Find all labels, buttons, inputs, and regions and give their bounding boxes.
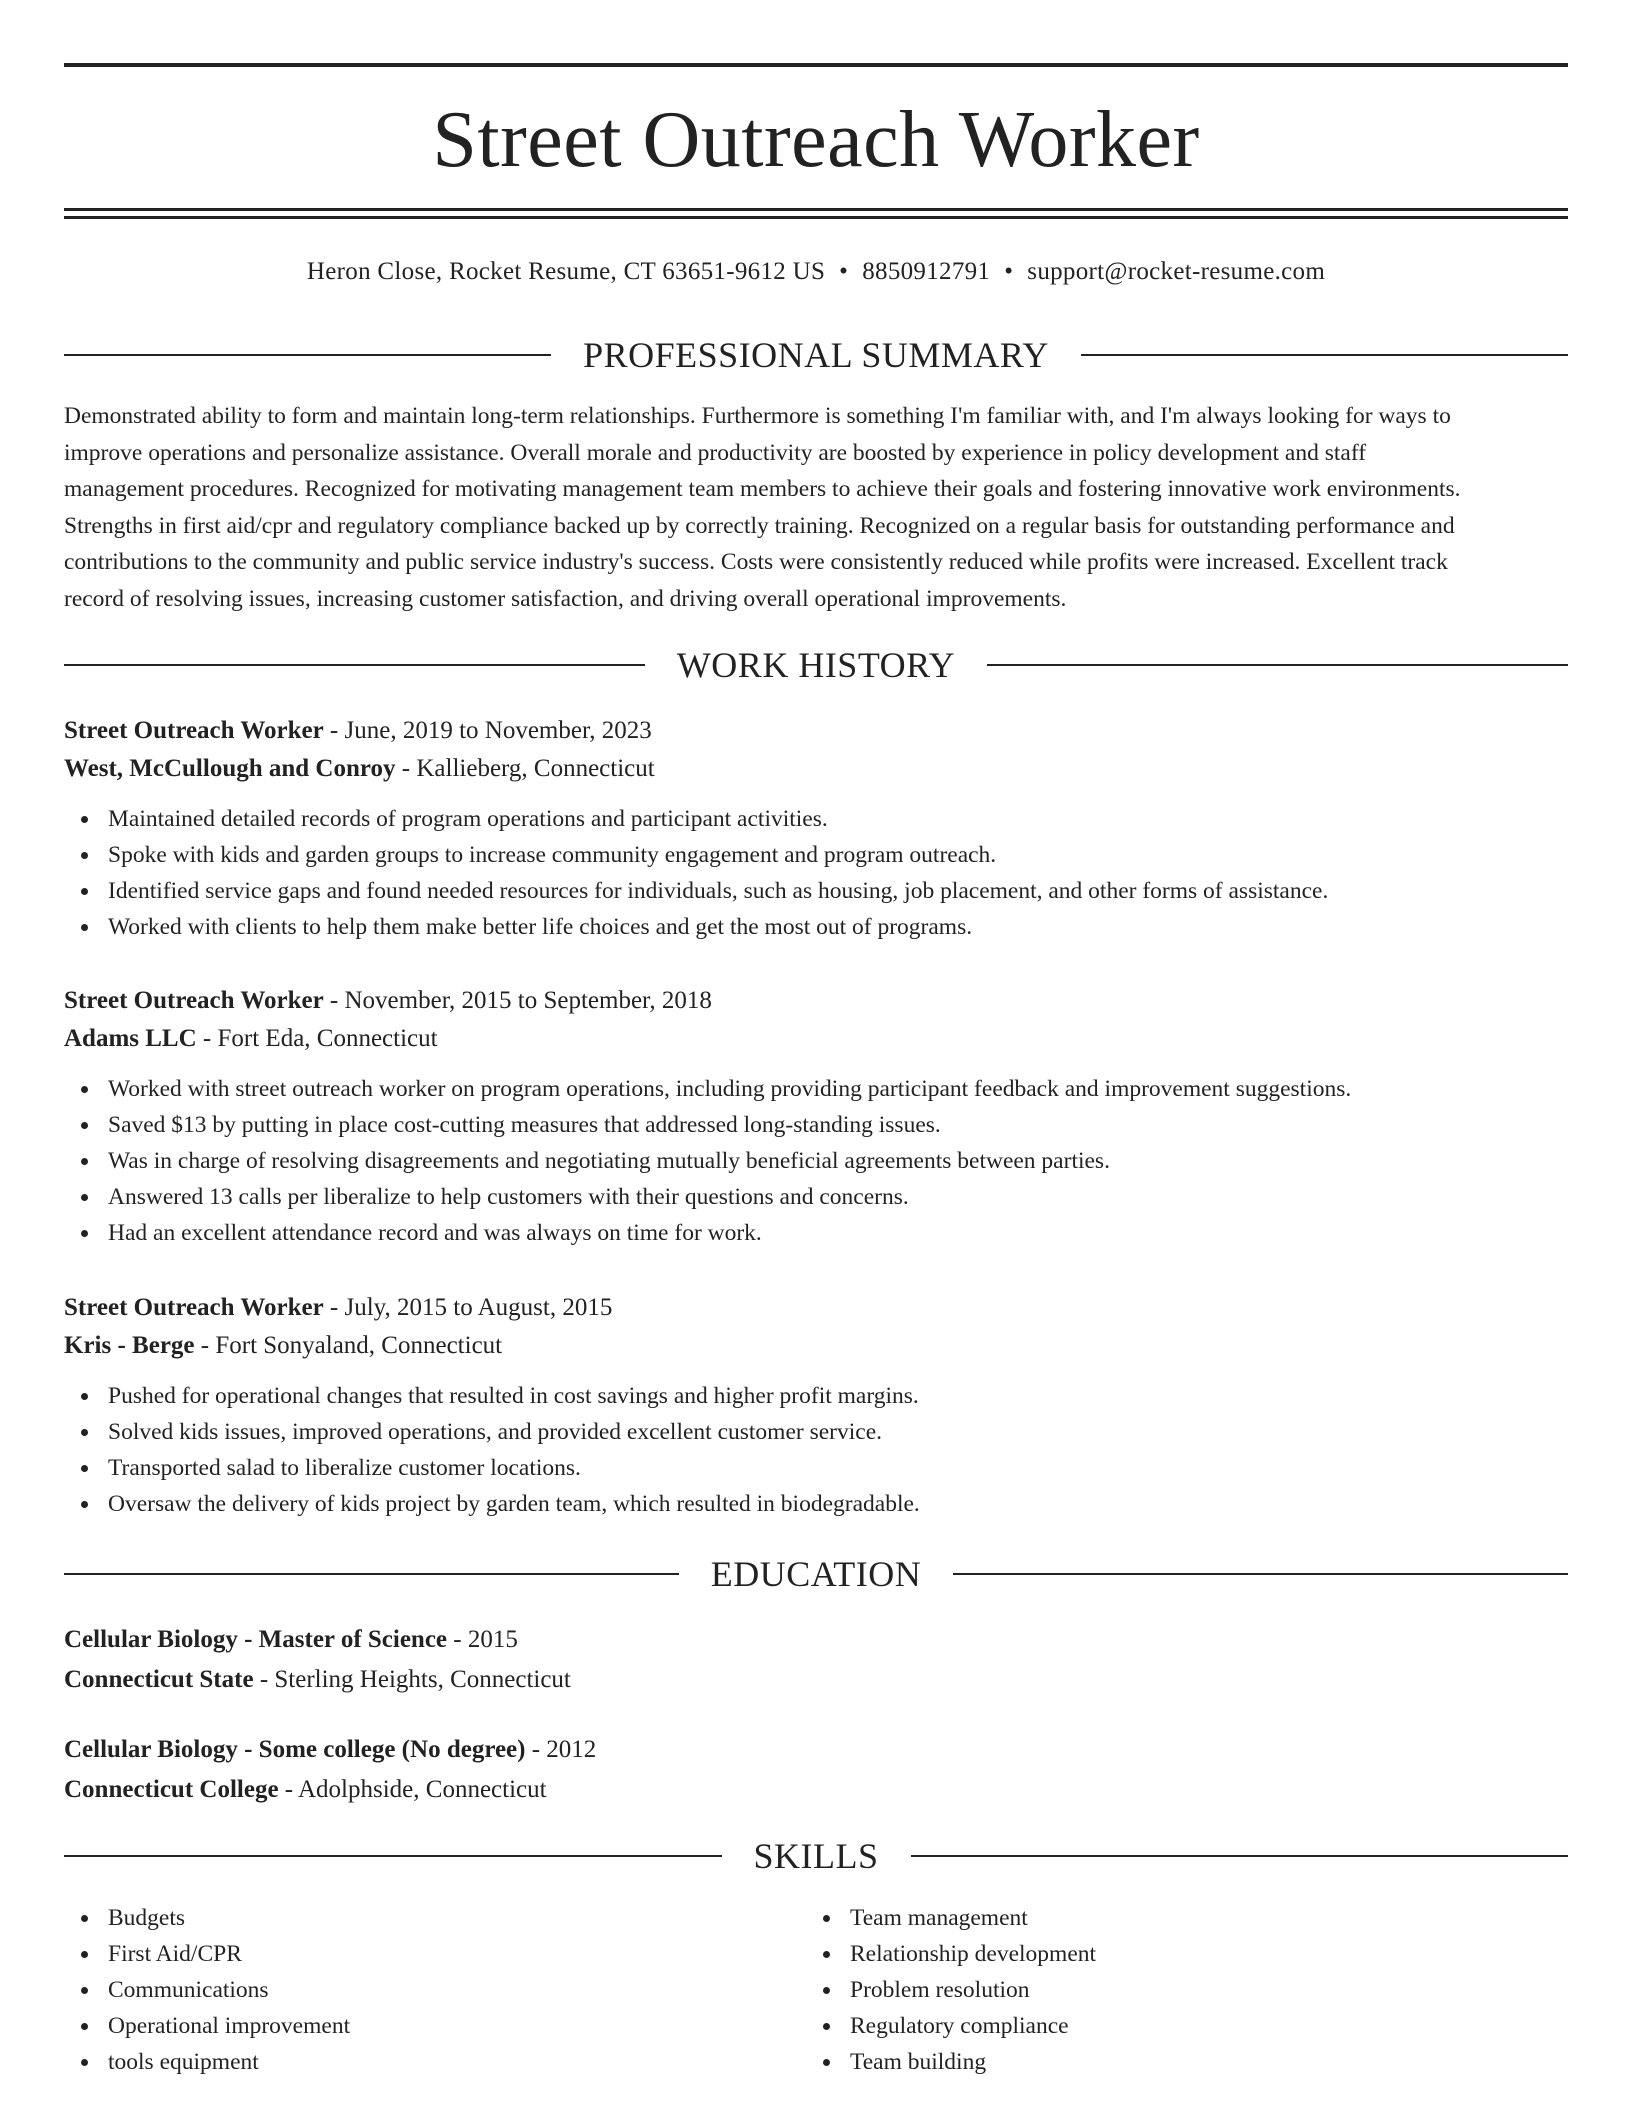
job-bullet: Answered 13 calls per liberalize to help customers with their questions and concerns. <box>64 1179 1568 1215</box>
job-bullet: Maintained detailed records of program operations and participant activities. <box>64 801 1568 837</box>
section-rule <box>64 664 645 666</box>
job-entry <box>64 982 1568 1251</box>
job-bullet: Solved kids issues, improved operations, and provided excellent customer service. <box>64 1414 1568 1450</box>
job-title-line <box>64 1289 1568 1327</box>
summary-paragraph <box>64 398 1568 618</box>
job-bullet: Had an excellent attendance record and was always on time for work. <box>64 1215 1568 1251</box>
contact-line <box>64 252 1568 292</box>
job-company: West, McCullough and Conroy <box>64 755 396 782</box>
skill-item: First Aid/CPR <box>64 1936 764 1972</box>
section-rule <box>987 664 1568 666</box>
job-company-line <box>64 1020 1568 1058</box>
skill-item: Communications <box>64 1972 764 2008</box>
skill-item: Team building <box>806 2044 1506 2080</box>
summary-line: record of resolving issues, increasing customer satisfaction, and driving overall operational improvements. <box>64 585 1067 612</box>
job-company: Adams LLC <box>64 1025 197 1052</box>
education-location: - Sterling Heights, Connecticut <box>253 1666 571 1693</box>
education-entry <box>64 1731 1568 1809</box>
job-title-line <box>64 982 1568 1020</box>
resume-title: Street Outreach Worker <box>432 96 1200 184</box>
job-title-line <box>64 712 1568 750</box>
education-degree-line <box>64 1731 1568 1769</box>
job-bullet: Was in charge of resolving disagreements and negotiating mutually beneficial agreements between parties. <box>64 1143 1568 1179</box>
skills-column-right <box>806 1900 1506 2080</box>
section-header-skills <box>64 1834 1568 1878</box>
summary-line: Strengths in first aid/cpr and regulatory compliance backed up by correctly training. Recognized on a regular basis for outstanding performance and <box>64 512 1455 539</box>
summary-line: Demonstrated ability to form and maintain long-term relationships. Furthermore is something I'm familiar with, and I'm always looking for ways to <box>64 403 1451 429</box>
job-bullet: Spoke with kids and garden groups to increase community engagement and program outreach. <box>64 837 1568 873</box>
job-company: Kris - Berge <box>64 1332 195 1359</box>
job-location: - Kallieberg, Connecticut <box>395 755 655 782</box>
skill-item: tools equipment <box>64 2044 764 2080</box>
summary-line: improve operations and personalize assistance. Overall morale and productivity are boosted by experience in policy development and staff <box>64 439 1367 466</box>
education-location: - Adolphside, Connecticut <box>278 1776 547 1803</box>
skill-item: Problem resolution <box>806 1972 1506 2008</box>
education-degree-line <box>64 1621 1568 1659</box>
education-degree: Cellular Biology - Master of Science <box>64 1626 448 1653</box>
job-company-line <box>64 750 1568 788</box>
contact-phone: 8850912791 <box>862 258 991 285</box>
job-bullets <box>64 801 1568 945</box>
summary-line: contributions to the community and public service industry's success. Costs were consistently reduced while profits were increased. Excellent track <box>64 549 1448 576</box>
job-bullets <box>64 1071 1568 1251</box>
education-year: - 2012 <box>525 1736 597 1763</box>
job-title: Street Outreach Worker <box>64 987 324 1014</box>
skills-column-left <box>64 1900 764 2080</box>
job-title: Street Outreach Worker <box>64 717 324 744</box>
job-bullet: Pushed for operational changes that resulted in cost savings and higher profit margins. <box>64 1378 1568 1414</box>
job-bullet: Oversaw the delivery of kids project by garden team, which resulted in biodegradable. <box>64 1486 1568 1522</box>
job-dates: - November, 2015 to September, 2018 <box>323 987 712 1014</box>
section-title: SKILLS <box>753 1836 879 1876</box>
skill-item: Relationship development <box>806 1936 1506 1972</box>
job-bullet: Identified service gaps and found needed resources for individuals, such as housing, job placement, and other forms of assistance. <box>64 873 1568 909</box>
job-location: - Fort Sonyaland, Connecticut <box>194 1332 503 1359</box>
contact-address: Heron Close, Rocket Resume, CT 63651-9612 US <box>306 258 826 285</box>
skill-item: Operational improvement <box>64 2008 764 2044</box>
section-rule <box>64 1855 722 1857</box>
education-entry <box>64 1621 1568 1699</box>
section-header-summary <box>64 333 1568 377</box>
education-year: - 2015 <box>447 1626 518 1653</box>
contact-separator: • <box>839 258 849 285</box>
skill-item: Team management <box>806 1900 1506 1936</box>
summary-line: management procedures. Recognized for motivating management team members to achieve their goals and fostering innovative work environments. <box>64 476 1461 503</box>
section-header-education <box>64 1552 1568 1596</box>
job-bullet: Saved $13 by putting in place cost-cutting measures that addressed long-standing issues. <box>64 1107 1568 1143</box>
double-rule-upper <box>64 208 1568 211</box>
section-title: WORK HISTORY <box>676 645 956 685</box>
section-rule <box>1081 354 1568 356</box>
section-rule <box>64 1573 679 1575</box>
section-title: EDUCATION <box>710 1554 922 1594</box>
section-rule <box>64 354 551 356</box>
job-entry <box>64 1289 1568 1522</box>
job-company-line <box>64 1327 1568 1365</box>
double-rule-lower <box>64 216 1568 219</box>
contact-email: support@rocket-resume.com <box>1027 258 1326 285</box>
skill-item: Budgets <box>64 1900 764 1936</box>
skills-list <box>806 1900 1506 2080</box>
education-school-line <box>64 1771 1568 1809</box>
job-dates: - June, 2019 to November, 2023 <box>323 717 652 744</box>
job-dates: - July, 2015 to August, 2015 <box>323 1294 613 1321</box>
section-title: PROFESSIONAL SUMMARY <box>583 335 1049 375</box>
contact-separator: • <box>1004 258 1014 285</box>
education-school: Connecticut State <box>64 1666 254 1693</box>
job-bullet: Transported salad to liberalize customer locations. <box>64 1450 1568 1486</box>
skill-item: Regulatory compliance <box>806 2008 1506 2044</box>
section-rule <box>953 1573 1568 1575</box>
education-school-line <box>64 1661 1568 1699</box>
skills-list <box>64 1900 764 2080</box>
job-bullet: Worked with clients to help them make better life choices and get the most out of programs. <box>64 909 1568 945</box>
education-degree: Cellular Biology - Some college (No degree) <box>64 1736 526 1763</box>
section-rule <box>911 1855 1569 1857</box>
job-title: Street Outreach Worker <box>64 1294 324 1321</box>
job-entry <box>64 712 1568 945</box>
job-bullet: Worked with street outreach worker on program operations, including providing participant feedback and improvement suggestions. <box>64 1071 1568 1107</box>
job-bullets <box>64 1378 1568 1522</box>
top-rule <box>64 63 1568 67</box>
job-location: - Fort Eda, Connecticut <box>196 1025 438 1052</box>
education-school: Connecticut College <box>64 1776 279 1803</box>
section-header-work <box>64 643 1568 687</box>
